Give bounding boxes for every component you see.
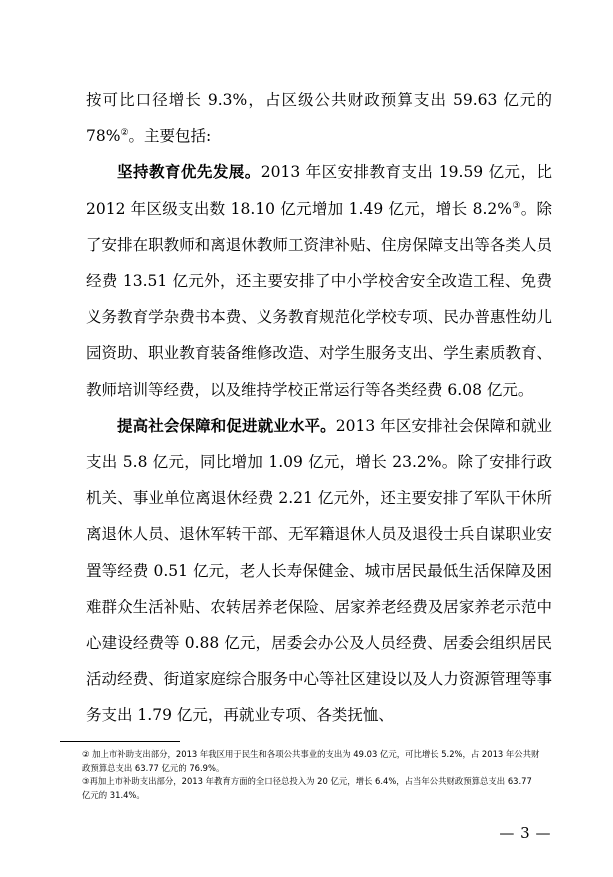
- footnote-2: ② 加上市补助支出部分，2013 年我区用于民生和各项公共事业的支出为 49.03 亿元，可比增长 5.2%，占 2013 年公共财政预算总支出 63.77 亿元的 76.9%。: [82, 749, 540, 773]
- paragraph-text: 。除了安排在职教师和离退休教师工资津补贴、住房保障支出等各类人员经费 13.51 亿元外，还主要安排了中小学校舍安全改造工程、免费义务教育学杂费书本费、义务教育规范化学校专项、民办普惠性幼儿园资助、职业教育装备维修改造、对学生服务支出、学生素质教育、教师培训等经费，以及维持学校正常运行等各类经费 6.08 亿元。: [86, 199, 552, 399]
- footnote-3: ③再加上市补助支出部分，2013 年教育方面的全口径总投入为 20 亿元，增长 6.4%，占当年公共财政预算总支出 63.77 亿元的 31.4%。: [82, 776, 532, 800]
- paragraph-continuation: [86, 82, 552, 154]
- paragraph-text: 。主要包括:: [128, 127, 212, 146]
- paragraph-text: 2013 年区安排社会保障和就业支出 5.8 亿元，同比增加 1.09 亿元，增长 23.2%。除了安排行政机关、事业单位离退休经费 2.21 亿元外，还主要安排了军队干休所离退休人员、退休军转干部、无军籍退休人员及退役士兵自谋职业安置等经费 0.51 亿元，老人长寿保健金、城市居民最低生活保障及困难群众生活补贴、农转居养老保险、居家养老经费及居家养老示范中心建设经费等 0.88 亿元，居委会办公及人员经费、居委会组织居民活动经费、街道家庭综合服务中心等社区建设以及人力资源管理等事务支出 1.79 亿元，再就业专项、各类抚恤、: [86, 416, 552, 725]
- footnote-ref-3[interactable]: ③: [512, 200, 521, 211]
- footnote-ref-2[interactable]: ②: [120, 128, 129, 139]
- paragraph-heading-education: 坚持教育优先发展。: [117, 163, 261, 182]
- body-text: [86, 82, 552, 734]
- footnote-separator: [60, 741, 180, 742]
- paragraph-text: 2013 年区安排教育支出 19.59 亿元，比 2012 年区级支出数 18.10 亿元增加 1.49 亿元，增长 8.2%: [86, 163, 552, 218]
- paragraph-education: [86, 154, 552, 407]
- footnotes: [60, 748, 540, 802]
- page-number: — 3 —: [499, 824, 551, 842]
- paragraph-heading-social-security: 提高社会保障和促进就业水平。: [117, 416, 336, 435]
- paragraph-text: 按可比口径增长 9.3%，占区级公共财政预算支出 59.63 亿元的 78%: [86, 91, 552, 146]
- paragraph-social-security: [86, 408, 552, 734]
